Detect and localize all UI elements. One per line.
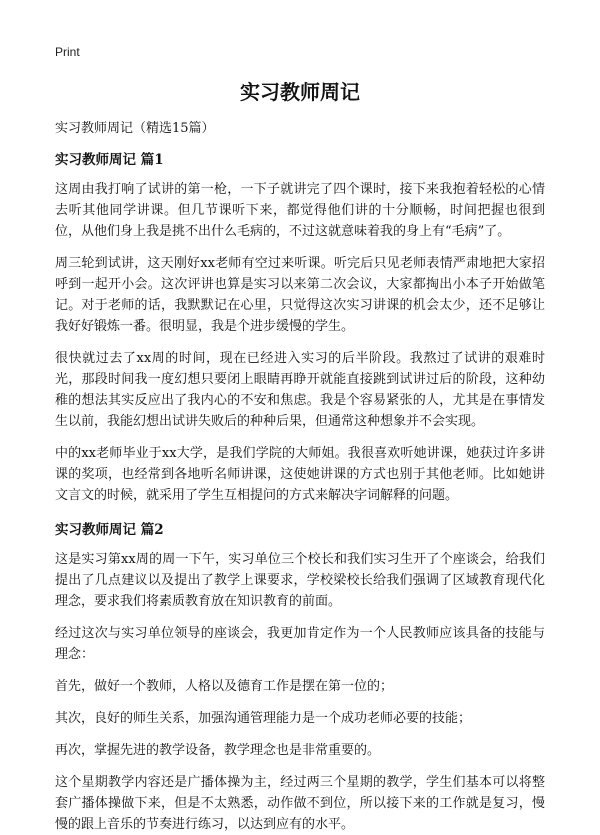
section-2 (55, 521, 545, 835)
paragraph: 首先，做好一个教师，人格以及德育工作是摆在第一位的； (55, 679, 394, 694)
section-heading: 实习教师周记 篇1 (55, 152, 164, 168)
paragraph: 经过这次与实习单位领导的座谈会，我更加肯定作为一个人民教师应该具备的技能与理念： (55, 626, 545, 662)
paragraph: 其次，良好的师生关系，加强沟通管理能力是一个成功老师必要的技能； (55, 711, 472, 726)
paragraph: 这是实习第xx周的周一下午，实习单位三个校长和我们实习生开了个座谈会，给我们提出了几点建议以及提出了教学上课要求，学校梁校长给我们强调了区域教育现代化理念，要求我们将素质教育放在知识教育的前面。 (55, 552, 545, 609)
paragraph: 这个星期教学内容还是广播体操为主，经过两三个星期的教学，学生们基本可以将整套广播体操做下来，但是不太熟悉，动作做不到位，所以接下来的工作就是复习，慢慢的跟上音乐的节奏进行练习，以达到应有的水平。 (55, 775, 545, 832)
section-heading: 实习教师周记 篇2 (55, 522, 164, 538)
paragraph: 周三轮到试讲，这天刚好xx老师有空过来听课。听完后只见老师表情严肃地把大家招呼到一起开小会。这次评讲也算是实习以来第二次会议，大家都掏出小本子开始做笔记。对于老师的话，我默默记在心里，只觉得这次实习讲课的机会太少，还不足够让我好好锻炼一番。很明显，我是个进步缓慢的学生。 (55, 256, 545, 334)
print-label[interactable]: Print (55, 45, 80, 59)
paragraph: 中的xx老师毕业于xx大学，是我们学院的大师姐。我很喜欢听她讲课，她获过许多讲课的奖项，也经常到各地听名师讲课，这使她讲课的方式也别于其他老师。比如她讲文言文的时候，就采用了学生互相提问的方式来解决字词解释的问题。 (55, 446, 545, 503)
document-title: 实习教师周记 (240, 80, 360, 104)
paragraph: 这周由我打响了试讲的第一枪，一下子就讲完了四个课时，接下来我抱着轻松的心情去听其他同学讲课。但几节课听下来，都觉得他们讲的十分顺畅，时间把握也很到位，从他们身上我是挑不出什么毛病的，不过这就意味着我的身上有“毛病”了。 (55, 182, 545, 239)
paragraph: 很快就过去了xx周的时间，现在已经进入实习的后半阶段。我熬过了试讲的艰难时光，那段时间我一度幻想只要闭上眼睛再睁开就能直接跳到试讲过后的阶段，这种幼稚的想法其实反应出了我内心的不安和焦虑。我是个容易紧张的人，尤其是在事情发生以前，我能幻想出试讲失败后的种种后果，但通常这种想象并不会实现。 (55, 351, 545, 429)
document-subtitle: 实习教师周记（精选15篇） (55, 121, 215, 136)
paragraph: 再次，掌握先进的教学设备，教学理念也是非常重要的。 (55, 743, 381, 758)
section-1 (55, 151, 545, 506)
